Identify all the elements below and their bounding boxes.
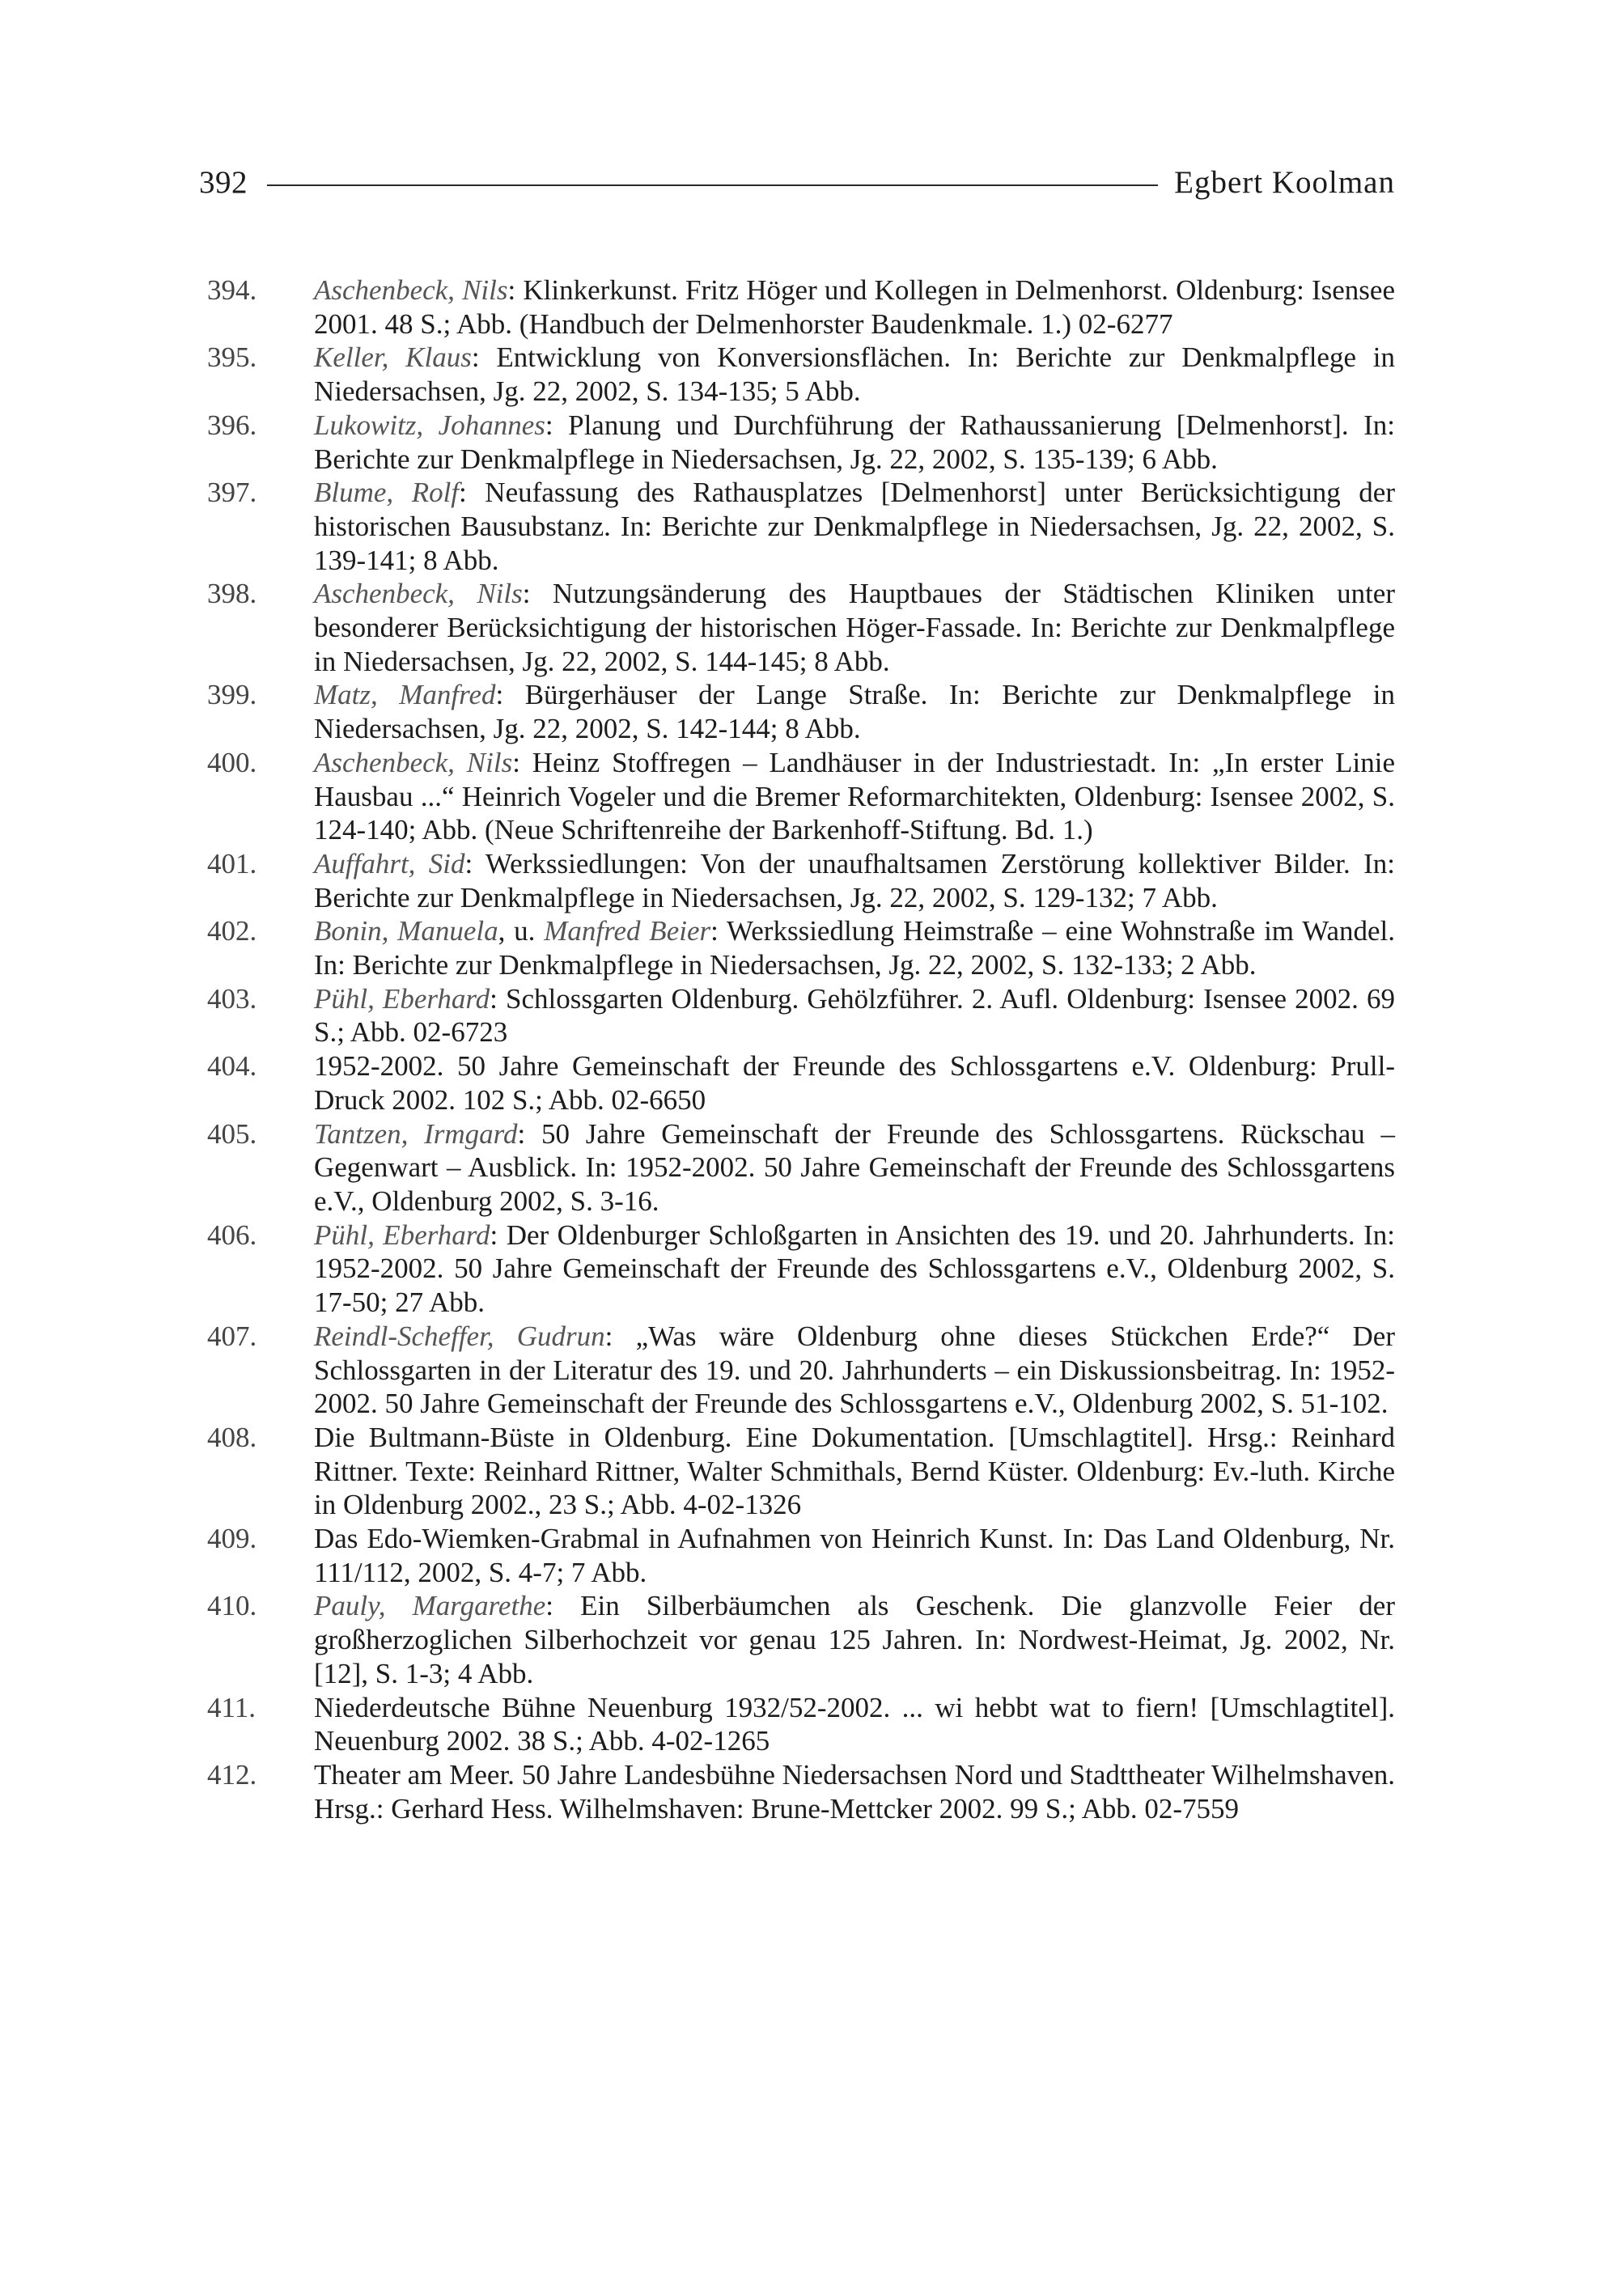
entry-author: Matz, Manfred [314, 679, 496, 711]
bibliography-entry [207, 847, 1395, 914]
running-header [199, 162, 1395, 204]
bibliography-entry [207, 1522, 1395, 1589]
entry-author: Bonin, Manuela [314, 915, 498, 947]
entry-citation: : „Was wäre Oldenburg ohne dieses Stückchen Erde?“ Der Schlossgarten in der Literatur des 19. und 20. Jahrhunderts – ein Diskussionsbeitrag. In: 1952-2002. 50 Jahre Gemeinschaft der Freunde des Schlossgartens e.V., Oldenburg 2002, S. 51-102. [314, 1320, 1395, 1420]
entry-author: Aschenbeck, Nils [314, 746, 513, 778]
entry-text [314, 1049, 1395, 1117]
bibliography-entry [207, 341, 1395, 408]
bibliography-entry [207, 1117, 1395, 1219]
entry-author: Lukowitz, Johannes [314, 409, 545, 441]
entry-citation: : Schlossgarten Oldenburg. Gehölzführer. 2. Aufl. Oldenburg: Isensee 2002. 69 S.; Abb. 02-6723 [314, 982, 1396, 1049]
entry-citation: : Entwicklung von Konversionsflächen. In: Berichte zur Denkmalpflege in Niedersachsen, Jg. 22, 2002, S. 134-135; 5 Abb. [314, 341, 1396, 408]
entry-citation: : Nutzungsänderung des Hauptbaues der Städtischen Kliniken unter besonderer Berücksichtigung der historischen Höger-Fassade. In: Berichte zur Denkmalpflege in Niedersachsen, Jg. 22, 2002, S. 144-145; 8 Abb. [314, 578, 1395, 677]
running-head-author: Egbert Koolman [1174, 165, 1395, 200]
bibliography-entry [207, 1421, 1395, 1522]
entry-text [314, 1589, 1395, 1690]
bibliography-entry [207, 746, 1395, 847]
entry-author: Keller, Klaus [314, 341, 472, 374]
entry-text [314, 847, 1395, 914]
entry-number: 410. [207, 1590, 257, 1622]
entry-text [314, 1522, 1395, 1589]
entry-number: 402. [207, 915, 257, 947]
entry-text [314, 1691, 1395, 1758]
entry-text [314, 1117, 1395, 1219]
entry-citation: : Ein Silberbäumchen als Geschenk. Die glanzvolle Feier der großherzoglichen Silberhochzeit vor genau 125 Jahren. In: Nordwest-Heimat, Jg. 2002, Nr. [12], S. 1-3; 4 Abb. [314, 1590, 1395, 1689]
entry-number: 412. [207, 1758, 257, 1791]
entry-number: 409. [207, 1523, 257, 1555]
entry-citation: : Neufassung des Rathausplatzes [Delmenhorst] unter Berücksichtigung der historischen Bausubstanz. In: Berichte zur Denkmalpflege in Niedersachsen, Jg. 22, 2002, S. 139-141; 8 Abb. [314, 477, 1395, 576]
entry-text [314, 1219, 1395, 1320]
entry-citation: : 50 Jahre Gemeinschaft der Freunde des Schlossgartens. Rückschau – Gegenwart – Ausblick. In: 1952-2002. 50 Jahre Gemeinschaft der Freunde des Schlossgartens e.V., Oldenburg 2002, S. 3-16. [314, 1117, 1395, 1217]
entry-citation: : Planung und Durchführung der Rathaussanierung [Delmenhorst]. In: Berichte zur Denkmalpflege in Niedersachsen, Jg. 22, 2002, S. 135-139; 6 Abb. [314, 409, 1395, 475]
entry-number: 401. [207, 847, 257, 879]
entry-text [314, 982, 1395, 1049]
entry-author: Aschenbeck, Nils [314, 578, 523, 610]
entry-author: Reindl-Scheffer, Gudrun [314, 1320, 605, 1352]
entry-text [314, 273, 1395, 341]
entry-number: 407. [207, 1320, 257, 1352]
bibliography-entry [207, 273, 1395, 341]
entry-author: Auffahrt, Sid [314, 847, 465, 879]
bibliography-entry [207, 577, 1395, 678]
bibliography-entry [207, 1320, 1395, 1421]
bibliography-entry [207, 678, 1395, 745]
entry-text [314, 409, 1395, 476]
entry-citation: : Werkssiedlung Heimstraße – eine Wohnstraße im Wandel. In: Berichte zur Denkmalpflege in Niedersachsen, Jg. 22, 2002, S. 132-133; 2 Abb. [314, 915, 1395, 981]
entry-text [314, 746, 1395, 847]
entry-author: Aschenbeck, Nils [314, 274, 508, 306]
entry-number: 399. [207, 679, 257, 711]
entry-author: Manfred Beier [544, 915, 711, 947]
entry-number: 396. [207, 409, 257, 441]
entry-text [314, 914, 1395, 981]
bibliography-entry [207, 476, 1395, 577]
entry-author-joiner: , u. [498, 915, 545, 947]
entry-number: 394. [207, 274, 257, 306]
entry-number: 400. [207, 746, 257, 778]
entry-number: 411. [207, 1691, 256, 1723]
entry-author: Pauly, Margarethe [314, 1590, 546, 1622]
entry-text [314, 577, 1395, 678]
entry-text [314, 1758, 1395, 1825]
entry-text [314, 341, 1395, 408]
entry-number: 404. [207, 1050, 257, 1083]
bibliography-entry [207, 409, 1395, 476]
header-rule [267, 184, 1158, 186]
entry-number: 397. [207, 477, 257, 509]
entry-text [314, 678, 1395, 745]
entry-citation: Theater am Meer. 50 Jahre Landesbühne Niedersachsen Nord und Stadttheater Wilhelmshaven. Hrsg.: Gerhard Hess. Wilhelmshaven: Brune-Mettcker 2002. 99 S.; Abb. 02-7559 [314, 1758, 1395, 1825]
bibliography-entry [207, 914, 1395, 981]
entry-citation: : Klinkerkunst. Fritz Höger und Kollegen in Delmenhorst. Oldenburg: Isensee 2001. 48 S.; Abb. (Handbuch der Delmenhorster Baudenkmale. 1.) 02-6277 [314, 274, 1395, 340]
bibliography-entry [207, 1049, 1395, 1117]
entry-author: Pühl, Eberhard [314, 982, 490, 1015]
entry-number: 405. [207, 1117, 257, 1150]
bibliography-entry [207, 1219, 1395, 1320]
entry-text [314, 1320, 1395, 1421]
bibliography-entry [207, 1589, 1395, 1690]
entry-citation: Das Edo-Wiemken-Grabmal in Aufnahmen von Heinrich Kunst. In: Das Land Oldenburg, Nr. 111/112, 2002, S. 4-7; 7 Abb. [314, 1523, 1395, 1588]
entry-author: Pühl, Eberhard [314, 1219, 490, 1251]
entry-text [314, 1421, 1395, 1522]
bibliography-list [207, 273, 1395, 1825]
page-number: 392 [199, 165, 248, 200]
bibliography-entry [207, 1758, 1395, 1825]
entry-citation: Niederdeutsche Bühne Neuenburg 1932/52-2002. ... wi hebbt wat to fiern! [Umschlagtitel]. Neuenburg 2002. 38 S.; Abb. 4-02-1265 [314, 1691, 1395, 1757]
entry-citation: : Werkssiedlungen: Von der unaufhaltsamen Zerstörung kollektiver Bilder. In: Berichte zur Denkmalpflege in Niedersachsen, Jg. 22, 2002, S. 129-132; 7 Abb. [314, 847, 1395, 913]
entry-number: 403. [207, 982, 257, 1015]
entry-number: 406. [207, 1219, 257, 1251]
entry-citation: 1952-2002. 50 Jahre Gemeinschaft der Freunde des Schlossgartens e.V. Oldenburg: Prull-Druck 2002. 102 S.; Abb. 02-6650 [314, 1050, 1395, 1116]
bibliography-entry [207, 982, 1395, 1049]
entry-author: Blume, Rolf [314, 477, 460, 509]
entry-text [314, 476, 1395, 577]
entry-author: Tantzen, Irmgard [314, 1117, 518, 1150]
bibliography-entry [207, 1691, 1395, 1758]
entry-citation: Die Bultmann-Büste in Oldenburg. Eine Dokumentation. [Umschlagtitel]. Hrsg.: Reinhard Rittner. Texte: Reinhard Rittner, Walter Schmithals, Bernd Küster. Oldenburg: Ev.-luth. Kirche in Oldenburg 2002., 23 S.; Abb. 4-02-1326 [314, 1421, 1395, 1521]
entry-number: 408. [207, 1421, 257, 1453]
entry-citation: : Bürgerhäuser der Lange Straße. In: Berichte zur Denkmalpflege in Niedersachsen, Jg. 22, 2002, S. 142-144; 8 Abb. [314, 679, 1395, 745]
entry-number: 395. [207, 341, 257, 374]
entry-number: 398. [207, 578, 257, 610]
entry-citation: : Heinz Stoffregen – Landhäuser in der Industriestadt. In: „In erster Linie Hausbau ...“ Heinrich Vogeler und die Bremer Reformarchitekten, Oldenburg: Isensee 2002, S. 124-140; Abb. (Neue Schriftenreihe der Barkenhoff-Stiftung. Bd. 1.) [314, 746, 1395, 846]
entry-citation: : Der Oldenburger Schloßgarten in Ansichten des 19. und 20. Jahrhunderts. In: 1952-2002. 50 Jahre Gemeinschaft der Freunde des Schlossgartens e.V., Oldenburg 2002, S. 17-50; 27 Abb. [314, 1219, 1396, 1319]
